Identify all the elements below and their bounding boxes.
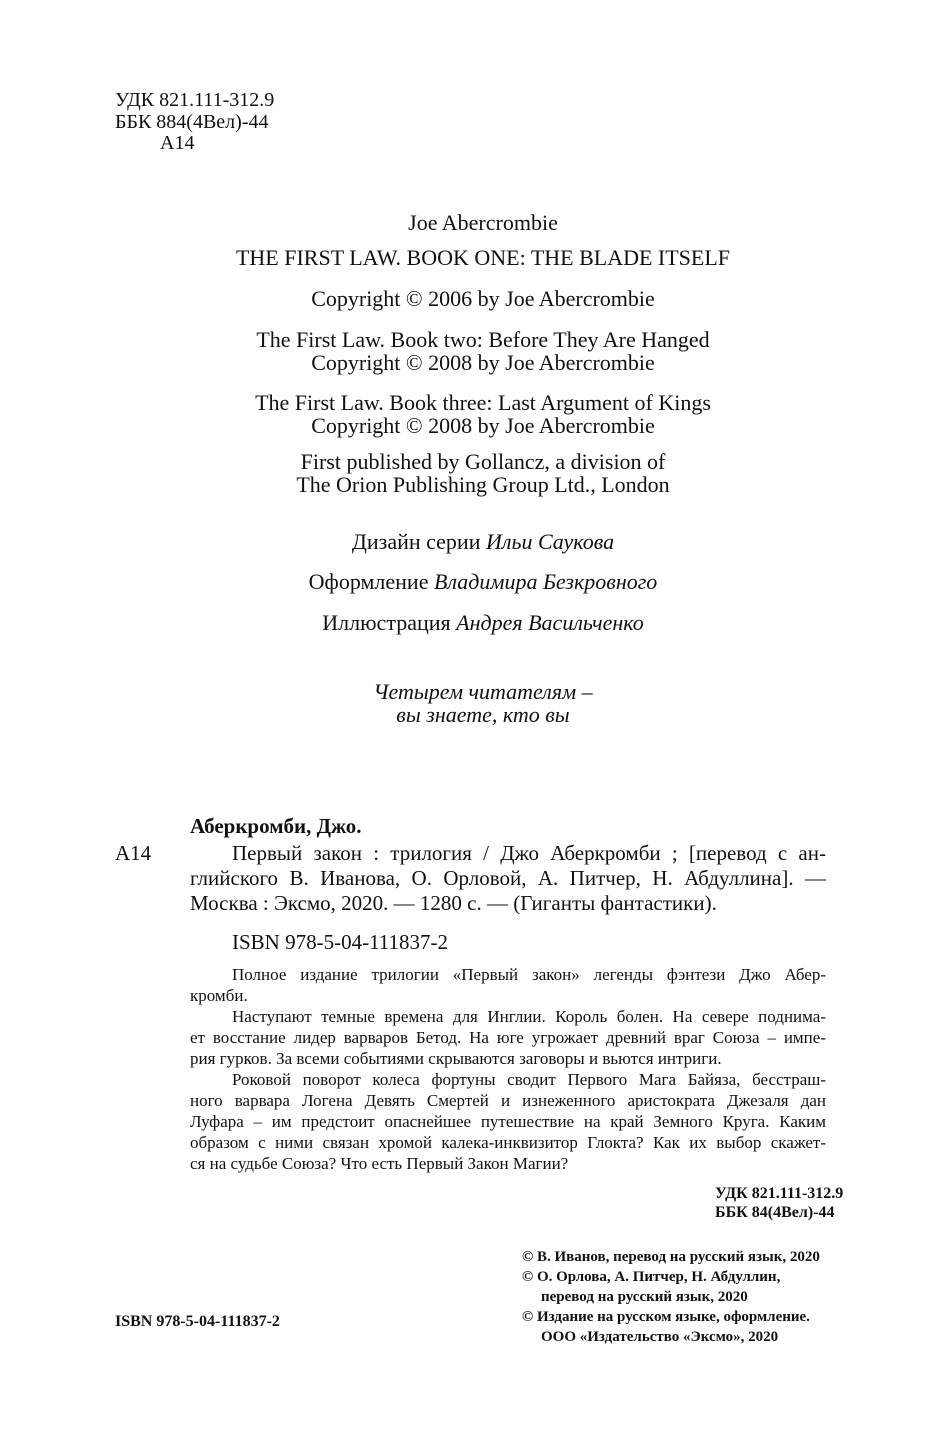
publisher-line-2: The Orion Publishing Group Ltd., London [296, 472, 670, 497]
catalog-author-sign: А14 [115, 841, 152, 865]
credit-series-design [113, 529, 853, 555]
annotation-line: ного варвара Логена Девять Смертей и изнеженного аристократа Джезаля дан [190, 1091, 826, 1110]
credit-name: Владимира Безкровного [433, 569, 658, 594]
book-three-title: The First Law. Book three: Last Argument of Kings [255, 390, 711, 415]
index-udk-code: УДК 821.111-312.9 [715, 1185, 844, 1202]
index-bbk-code: ББК 84(4Вел)-44 [715, 1204, 835, 1221]
isbn: ISBN 978-5-04-111837-2 [115, 1313, 280, 1330]
author-sign: А14 [160, 132, 195, 154]
annotation-line: ся на судьбе Союза? Что есть Первый Закон Магии? [190, 1154, 569, 1173]
credit-role: Оформление [308, 569, 429, 594]
credit-layout [113, 569, 853, 595]
copyright-book-two: Copyright © 2008 by Joe Abercrombie [311, 350, 655, 375]
publisher-line-1: First published by Gollancz, a division of [300, 449, 666, 474]
annotation-line: рия гурков. За всеми событиями скрываются заговоры и вьются интриги. [190, 1049, 722, 1068]
annotation-line: Роковой поворот колеса фортуны сводит Первого Мага Байяза, бесстраш- [232, 1070, 826, 1089]
annotation-line: Полное издание трилогии «Первый закон» легенды фэнтези Джо Абер- [232, 965, 826, 984]
credit-name: Ильи Саукова [485, 529, 615, 554]
credit-name: Андрея Васильченко [456, 610, 644, 635]
copyright-book-one: Copyright © 2006 by Joe Abercrombie [311, 286, 655, 311]
dedication-line-1: Четырем читателям – [373, 679, 593, 704]
copyright-notice: © В. Иванов, перевод на русский язык, 2020 [522, 1249, 820, 1265]
credit-role: Дизайн серии [351, 529, 481, 554]
dedication-line-2: вы знаете, кто вы [396, 702, 570, 727]
credit-illustration [113, 610, 853, 636]
annotation-line: кромби. [190, 986, 248, 1005]
copyright-notice: © Издание на русском языке, оформление. [522, 1309, 810, 1325]
catalog-isbn: ISBN 978-5-04-111837-2 [232, 930, 449, 954]
annotation-line: Луфара – им предстоит опаснейшее путешествие на край Земного Круга. Каким [190, 1112, 826, 1131]
udk-code: УДК 821.111-312.9 [115, 89, 275, 111]
copyright-notice: ООО «Издательство «Эксмо», 2020 [541, 1329, 779, 1345]
bbk-code: ББК 884(4Вел)-44 [115, 111, 269, 133]
copyright-notice: перевод на русский язык, 2020 [541, 1289, 748, 1305]
copyright-notice: © О. Орлова, А. Питчер, Н. Абдуллин, [522, 1269, 781, 1285]
catalog-line: Первый закон : трилогия / Джо Аберкромби ; [перевод с ан- [232, 841, 826, 865]
annotation-line: ет восстание лидер варваров Бетод. На юге угрожает древний враг Союза – импе- [190, 1028, 826, 1047]
annotation-line: Наступают темные времена для Инглии. Король болен. На севере поднима- [232, 1007, 826, 1026]
original-title: THE FIRST LAW. BOOK ONE: THE BLADE ITSELF [235, 245, 731, 270]
catalog-line: глийского В. Иванова, О. Орловой, А. Питчер, Н. Абдуллина]. — [190, 866, 826, 890]
original-author: Joe Abercrombie [408, 210, 558, 235]
annotation-line: образом с ними связан хромой калека-инквизитор Глокта? Как их выбор скажет- [190, 1133, 826, 1152]
catalog-line: Москва : Эксмо, 2020. — 1280 с. — (Гиганты фантастики). [190, 891, 717, 915]
catalog-heading: Аберкромби, Джо. [190, 814, 362, 838]
copyright-book-three: Copyright © 2008 by Joe Abercrombie [311, 413, 655, 438]
book-two-title: The First Law. Book two: Before They Are Hanged [256, 327, 710, 352]
credit-role: Иллюстрация [322, 610, 451, 635]
